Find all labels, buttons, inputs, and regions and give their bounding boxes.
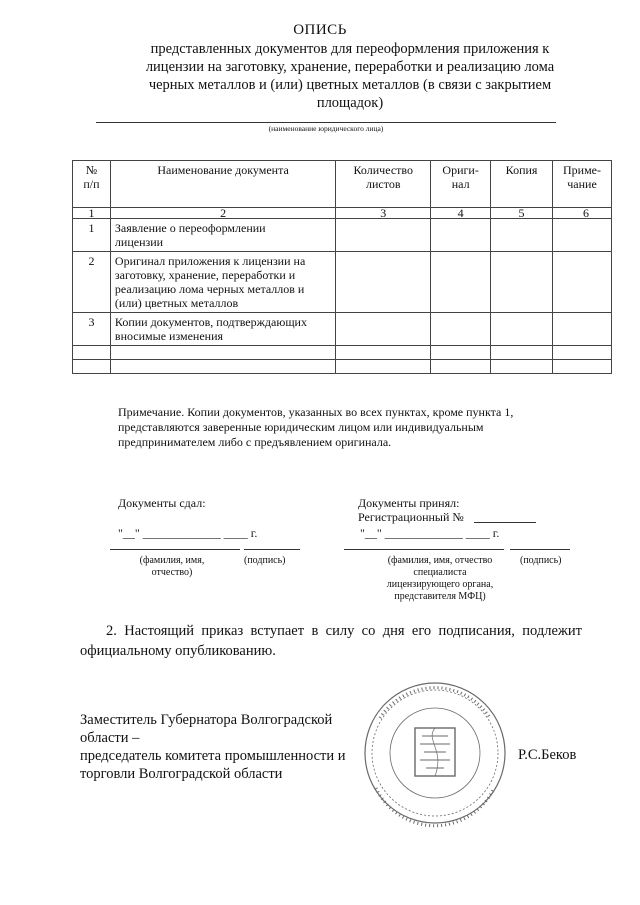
document-name-cell: Копии документов, подтверждающих вносимые изменения — [110, 313, 335, 346]
sheet-count-cell — [336, 313, 431, 346]
submitter-signature-line — [244, 549, 300, 550]
accepted-date: "__" _____________ ____ г. — [360, 526, 500, 540]
receiver-signature-caption: (подпись) — [520, 555, 562, 566]
submitted-by-label: Документы сдал: — [118, 496, 206, 510]
original-cell — [431, 313, 491, 346]
submitted-date: "__" _____________ ____ г. — [118, 526, 258, 540]
order-effective-paragraph: 2. Настоящий приказ вступает в силу со дня его подписания, подлежит официальному опубликованию. — [80, 623, 582, 659]
note-cell — [553, 219, 612, 252]
registration-number-label: Регистрационный № — [358, 510, 464, 524]
submitter-name-line — [110, 549, 240, 550]
copy-cell — [491, 313, 553, 346]
note-cell — [553, 313, 612, 346]
copy-cell — [491, 219, 553, 252]
table-row-empty — [73, 346, 612, 360]
table-row — [73, 252, 612, 313]
registration-number-line — [474, 522, 536, 523]
header-cell-original: Ориги- нал — [431, 161, 491, 208]
document-name-cell: Заявление о переоформлении лицензии — [110, 219, 335, 252]
row-number: 3 — [73, 313, 111, 346]
receiver-name-caption: (фамилия, имя, отчество специалиста лицензирующего органа, представителя МФЦ) — [386, 555, 494, 602]
signatory-name: Р.С.Беков — [518, 747, 577, 763]
table-row-empty — [73, 360, 612, 374]
document-title: ОПИСЬ — [293, 22, 347, 38]
header-cell-sheet-count: Количество листов — [336, 161, 431, 208]
column-number: 1 — [73, 208, 111, 219]
note-cell — [553, 252, 612, 313]
subtitle-line: лицензии на заготовку, хранение, переработки и реализацию лома — [145, 59, 555, 75]
column-number-row — [73, 208, 612, 219]
document-name-cell: Оригинал приложения к лицензии на заготовку, хранение, переработки и реализацию лома черных металлов и (или) цветных металлов — [110, 252, 335, 313]
receiver-name-line — [344, 549, 504, 550]
row-number: 2 — [73, 252, 111, 313]
subtitle-line: площадок) — [316, 95, 384, 111]
original-cell — [431, 252, 491, 313]
receiver-signature-line — [510, 549, 570, 550]
column-number: 4 — [431, 208, 491, 219]
column-number: 5 — [491, 208, 553, 219]
column-number: 2 — [110, 208, 335, 219]
document-subtitle — [130, 40, 570, 112]
table-note: Примечание. Копии документов, указанных во всех пунктах, кроме пункта 1, представляются заверенные юридическим лицом или индивидуальным предпринимателем либо с предъявлением оригинала. — [118, 405, 514, 449]
accepted-by-label: Документы принял: — [358, 496, 460, 510]
row-number: 1 — [73, 219, 111, 252]
submitter-signature-caption: (подпись) — [244, 555, 286, 566]
table-row — [73, 313, 612, 346]
column-number: 3 — [336, 208, 431, 219]
legal-entity-name-line — [96, 122, 556, 123]
original-cell — [431, 219, 491, 252]
copy-cell — [491, 252, 553, 313]
table-row — [73, 219, 612, 252]
subtitle-line: черных металлов и (или) цветных металлов (в связи с закрытием — [148, 77, 552, 93]
header-cell-document-name: Наименование документа — [110, 161, 335, 208]
signatory-position: Заместитель Губернатора Волгоградской области – председатель комитета промышленности и торговли Волгоградской области — [80, 712, 346, 782]
sheet-count-cell — [336, 219, 431, 252]
header-cell-copy: Копия — [491, 161, 553, 208]
column-number: 6 — [553, 208, 612, 219]
submitter-name-caption: (фамилия, имя, отчество) — [139, 555, 205, 578]
table-header-row — [73, 161, 612, 208]
sheet-count-cell — [336, 252, 431, 313]
documents-table — [72, 160, 612, 374]
official-seal-icon — [360, 678, 510, 828]
subtitle-line: представленных документов для переоформления приложения к — [150, 41, 550, 57]
header-cell-note: Приме- чание — [553, 161, 612, 208]
legal-entity-name-caption: (наименование юридического лица) — [268, 124, 384, 133]
header-cell-number: № п/п — [73, 161, 111, 208]
